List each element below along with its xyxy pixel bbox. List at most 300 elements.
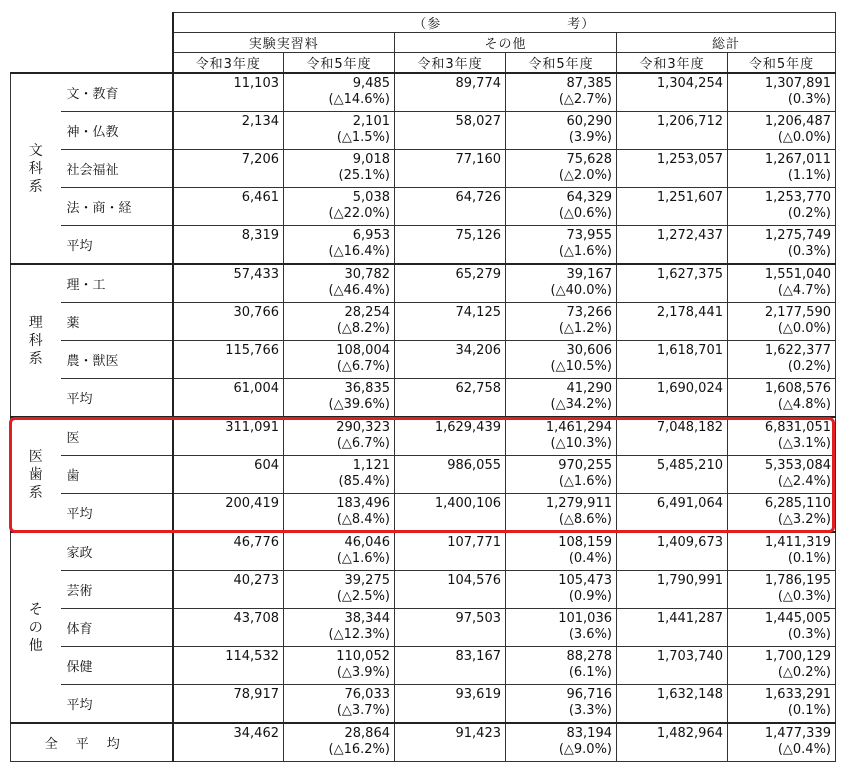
value-text: 108,159 [558,535,612,550]
value-cell [395,647,506,685]
change-percent: (△3.2%) [777,512,831,527]
value-text: 5,038 [352,190,390,205]
empty-line [174,512,280,528]
value-cell [284,264,395,303]
empty-line [395,244,501,260]
value-text: 1,445,005 [764,611,831,626]
value-text: 89,774 [455,76,501,91]
value-cell [395,112,506,150]
value-cell [506,609,617,647]
value-text: 57,433 [233,267,279,282]
value-text: 1,477,339 [764,726,831,741]
change-percent: (△0.2%) [777,665,831,680]
value-text: 62,758 [455,381,501,396]
table-row [11,571,836,609]
value-cell [173,226,284,265]
value-text: 75,628 [566,152,612,167]
value-text: 9,018 [352,152,390,167]
value-cell [617,494,728,533]
row-label: 家政 [61,532,173,571]
empty-line [174,742,280,758]
value-cell [284,150,395,188]
value-cell [728,723,836,762]
year-header: 令和3年度 [617,53,728,74]
value-cell [506,647,617,685]
value-cell [617,188,728,226]
empty-line [174,321,280,337]
value-cell [617,379,728,418]
value-text: 1,608,576 [764,381,831,396]
value-cell [173,532,284,571]
value-text: 311,091 [225,420,279,435]
value-cell [395,188,506,226]
table-row [11,303,836,341]
year-header: 令和5年度 [284,53,395,74]
empty-line [617,130,723,146]
change-percent: (△34.2%) [550,397,612,412]
value-text: 1,251,607 [656,190,723,205]
value-cell [617,226,728,265]
empty-line [395,627,501,643]
change-percent: (△39.6%) [328,397,390,412]
value-text: 183,496 [336,496,390,511]
value-text: 88,278 [566,649,612,664]
value-cell [506,456,617,494]
empty-line [395,397,501,413]
value-text: 30,782 [344,267,390,282]
category-label: 文 科 系 [11,73,61,264]
empty-line [395,283,501,299]
change-percent: (25.1%) [338,168,390,183]
value-text: 6,831,051 [764,420,831,435]
change-percent: (△12.3%) [328,627,390,642]
empty-line [617,665,723,681]
empty-line [395,436,501,452]
row-label: 農・獣医 [61,341,173,379]
value-cell [284,494,395,533]
table-row [11,456,836,494]
total-row [11,723,836,762]
change-percent: (△1.6%) [558,244,612,259]
value-text: 1,461,294 [545,420,612,435]
value-text: 2,101 [352,114,390,129]
value-text: 5,485,210 [656,458,723,473]
value-text: 43,708 [233,611,279,626]
value-text: 2,134 [241,114,279,129]
value-cell [284,723,395,762]
value-text: 1,627,375 [656,267,723,282]
value-cell [395,723,506,762]
value-cell [173,609,284,647]
change-percent: (1.1%) [787,168,831,183]
empty-line [617,627,723,643]
value-text: 34,462 [233,726,279,741]
value-cell [173,456,284,494]
table-row [11,685,836,724]
row-label: 平均 [61,685,173,724]
value-cell [173,112,284,150]
table-row [11,494,836,533]
empty-line [395,512,501,528]
value-cell [728,456,836,494]
value-cell [617,532,728,571]
value-text: 60,290 [566,114,612,129]
row-label: 平均 [61,494,173,533]
change-percent: (△22.0%) [328,206,390,221]
value-cell [617,685,728,724]
value-text: 65,279 [455,267,501,282]
value-cell [173,188,284,226]
row-label: 体育 [61,609,173,647]
value-text: 1,700,129 [764,649,831,664]
change-percent: (△2.5%) [336,589,390,604]
value-cell [728,303,836,341]
value-cell [617,150,728,188]
empty-line [174,627,280,643]
year-header: 令和5年度 [506,53,617,74]
value-cell [173,723,284,762]
value-text: 6,285,110 [764,496,831,511]
table-body [11,73,836,762]
value-cell [728,571,836,609]
empty-line [174,665,280,681]
value-cell [395,494,506,533]
empty-line [395,742,501,758]
value-cell [506,571,617,609]
value-text: 28,864 [344,726,390,741]
value-cell [395,303,506,341]
value-text: 83,167 [455,649,501,664]
change-percent: (△3.7%) [336,703,390,718]
value-cell [728,609,836,647]
value-text: 73,266 [566,305,612,320]
section-header-lab-fee: 実験実習料 [173,33,395,53]
empty-line [395,551,501,567]
value-text: 7,206 [241,152,279,167]
empty-line [174,244,280,260]
value-cell [728,494,836,533]
value-cell [284,303,395,341]
value-cell [506,685,617,724]
value-cell [506,264,617,303]
empty-line [174,359,280,375]
value-text: 1,622,377 [764,343,831,358]
value-text: 1,272,437 [656,228,723,243]
data-table [10,12,836,762]
empty-line [617,168,723,184]
change-percent: (6.1%) [568,665,612,680]
value-cell [506,494,617,533]
year-header: 令和3年度 [395,53,506,74]
change-percent: (△6.7%) [336,436,390,451]
change-percent: (△40.0%) [550,283,612,298]
category-label: 理 科 系 [11,264,61,417]
value-text: 73,955 [566,228,612,243]
value-text: 1,267,011 [764,152,831,167]
value-cell [284,73,395,112]
total-label: 全平均 [11,723,173,762]
value-text: 28,254 [344,305,390,320]
change-percent: (△14.6%) [328,92,390,107]
value-text: 970,255 [558,458,612,473]
value-cell [284,456,395,494]
value-cell [284,417,395,456]
value-text: 1,632,148 [656,687,723,702]
value-text: 200,419 [225,496,279,511]
value-cell [173,417,284,456]
value-text: 6,461 [241,190,279,205]
value-text: 6,953 [352,228,390,243]
value-text: 1,551,040 [764,267,831,282]
empty-line [395,130,501,146]
value-text: 1,206,487 [764,114,831,129]
empty-line [617,92,723,108]
empty-line [174,283,280,299]
empty-line [617,703,723,719]
value-cell [173,571,284,609]
empty-line [395,589,501,605]
value-cell [395,150,506,188]
value-text: 1,279,911 [545,496,612,511]
table-row [11,73,836,112]
change-percent: (0.4%) [568,551,612,566]
empty-line [174,168,280,184]
row-label: 法・商・経 [61,188,173,226]
value-text: 1,253,057 [656,152,723,167]
empty-line [617,397,723,413]
value-text: 8,319 [241,228,279,243]
value-text: 64,329 [566,190,612,205]
value-cell [284,685,395,724]
change-percent: (△46.4%) [328,283,390,298]
value-cell [617,456,728,494]
value-cell [728,647,836,685]
value-cell [728,150,836,188]
value-text: 41,290 [566,381,612,396]
empty-line [617,244,723,260]
value-text: 115,766 [225,343,279,358]
value-cell [395,264,506,303]
row-label: 神・仏教 [61,112,173,150]
change-percent: (0.3%) [787,244,831,259]
table-row [11,226,836,265]
table-row [11,379,836,418]
change-percent: (△8.4%) [336,512,390,527]
value-cell [395,379,506,418]
value-cell [728,417,836,456]
change-percent: (0.1%) [787,703,831,718]
value-cell [728,685,836,724]
value-text: 46,776 [233,535,279,550]
year-header: 令和3年度 [173,53,284,74]
value-text: 107,771 [447,535,501,550]
empty-line [174,703,280,719]
change-percent: (0.2%) [787,359,831,374]
value-cell [617,73,728,112]
empty-line [617,321,723,337]
empty-line [617,359,723,375]
change-percent: (△0.0%) [777,321,831,336]
value-cell [395,417,506,456]
table-row [11,150,836,188]
change-percent: (0.1%) [787,551,831,566]
value-text: 101,036 [558,611,612,626]
value-cell [506,188,617,226]
table-row [11,112,836,150]
value-text: 61,004 [233,381,279,396]
value-cell [395,609,506,647]
change-percent: (△3.9%) [336,665,390,680]
category-label: そ の 他 [11,532,61,723]
table-row [11,609,836,647]
empty-line [174,397,280,413]
row-label: 歯 [61,456,173,494]
value-cell [617,303,728,341]
value-text: 1,690,024 [656,381,723,396]
change-percent: (△1.6%) [558,474,612,489]
empty-line [617,436,723,452]
change-percent: (△0.6%) [558,206,612,221]
value-text: 1,618,701 [656,343,723,358]
value-text: 1,441,287 [656,611,723,626]
value-cell [506,341,617,379]
table-row [11,417,836,456]
value-cell [617,112,728,150]
year-header: 令和5年度 [728,53,836,74]
value-text: 7,048,182 [656,420,723,435]
table-row [11,647,836,685]
value-text: 5,353,084 [764,458,831,473]
value-text: 11,103 [233,76,279,91]
change-percent: (△2.0%) [558,168,612,183]
change-percent: (0.2%) [787,206,831,221]
value-cell [506,723,617,762]
value-cell [395,73,506,112]
empty-line [174,92,280,108]
empty-line [617,474,723,490]
section-header-other: その他 [395,33,617,53]
empty-line [174,589,280,605]
value-cell [617,417,728,456]
table-row [11,532,836,571]
change-percent: (△10.3%) [550,436,612,451]
value-text: 74,125 [455,305,501,320]
value-cell [617,647,728,685]
value-text: 1,790,991 [656,573,723,588]
value-cell [395,226,506,265]
change-percent: (△0.3%) [777,589,831,604]
change-percent: (0.9%) [568,589,612,604]
value-text: 1,275,749 [764,228,831,243]
value-cell [728,112,836,150]
value-cell [395,571,506,609]
value-cell [173,341,284,379]
row-label: 薬 [61,303,173,341]
empty-line [395,168,501,184]
empty-line [395,665,501,681]
value-text: 93,619 [455,687,501,702]
value-cell [395,456,506,494]
change-percent: (△8.2%) [336,321,390,336]
value-cell [173,150,284,188]
value-cell [506,532,617,571]
value-cell [617,341,728,379]
change-percent: (△16.2%) [328,742,390,757]
value-cell [173,379,284,418]
section-header-total: 総計 [617,33,836,53]
corner-cell [11,13,173,74]
row-label: 平均 [61,226,173,265]
value-text: 1,253,770 [764,190,831,205]
table-header [11,13,836,74]
change-percent: (△16.4%) [328,244,390,259]
value-text: 1,121 [352,458,390,473]
value-cell [506,226,617,265]
value-cell [506,379,617,418]
table-row [11,341,836,379]
value-text: 104,576 [447,573,501,588]
table-row [11,188,836,226]
value-cell [506,150,617,188]
value-text: 34,206 [455,343,501,358]
empty-line [617,206,723,222]
value-text: 1,409,673 [656,535,723,550]
change-percent: (△10.5%) [550,359,612,374]
empty-line [395,359,501,375]
value-text: 1,304,254 [656,76,723,91]
change-percent: (△9.0%) [558,742,612,757]
empty-line [395,92,501,108]
value-text: 114,532 [225,649,279,664]
empty-line [174,551,280,567]
row-label: 医 [61,417,173,456]
value-text: 1,633,291 [764,687,831,702]
table-row [11,264,836,303]
value-cell [395,685,506,724]
value-cell [284,379,395,418]
empty-line [174,206,280,222]
value-cell [728,264,836,303]
value-text: 1,786,195 [764,573,831,588]
value-cell [173,303,284,341]
value-text: 46,046 [344,535,390,550]
value-text: 39,275 [344,573,390,588]
change-percent: (3.6%) [568,627,612,642]
change-percent: (△8.6%) [558,512,612,527]
value-text: 97,503 [455,611,501,626]
value-cell [617,264,728,303]
change-percent: (85.4%) [338,474,390,489]
value-text: 1,482,964 [656,726,723,741]
value-text: 91,423 [455,726,501,741]
empty-line [617,742,723,758]
value-text: 9,485 [352,76,390,91]
value-text: 30,766 [233,305,279,320]
value-cell [728,188,836,226]
value-cell [506,112,617,150]
value-text: 2,177,590 [764,305,831,320]
change-percent: (3.3%) [568,703,612,718]
empty-line [617,512,723,528]
change-percent: (0.3%) [787,627,831,642]
change-percent: (△1.2%) [558,321,612,336]
empty-line [174,436,280,452]
value-cell [506,417,617,456]
value-cell [728,379,836,418]
empty-line [617,589,723,605]
row-label: 平均 [61,379,173,418]
empty-line [395,703,501,719]
